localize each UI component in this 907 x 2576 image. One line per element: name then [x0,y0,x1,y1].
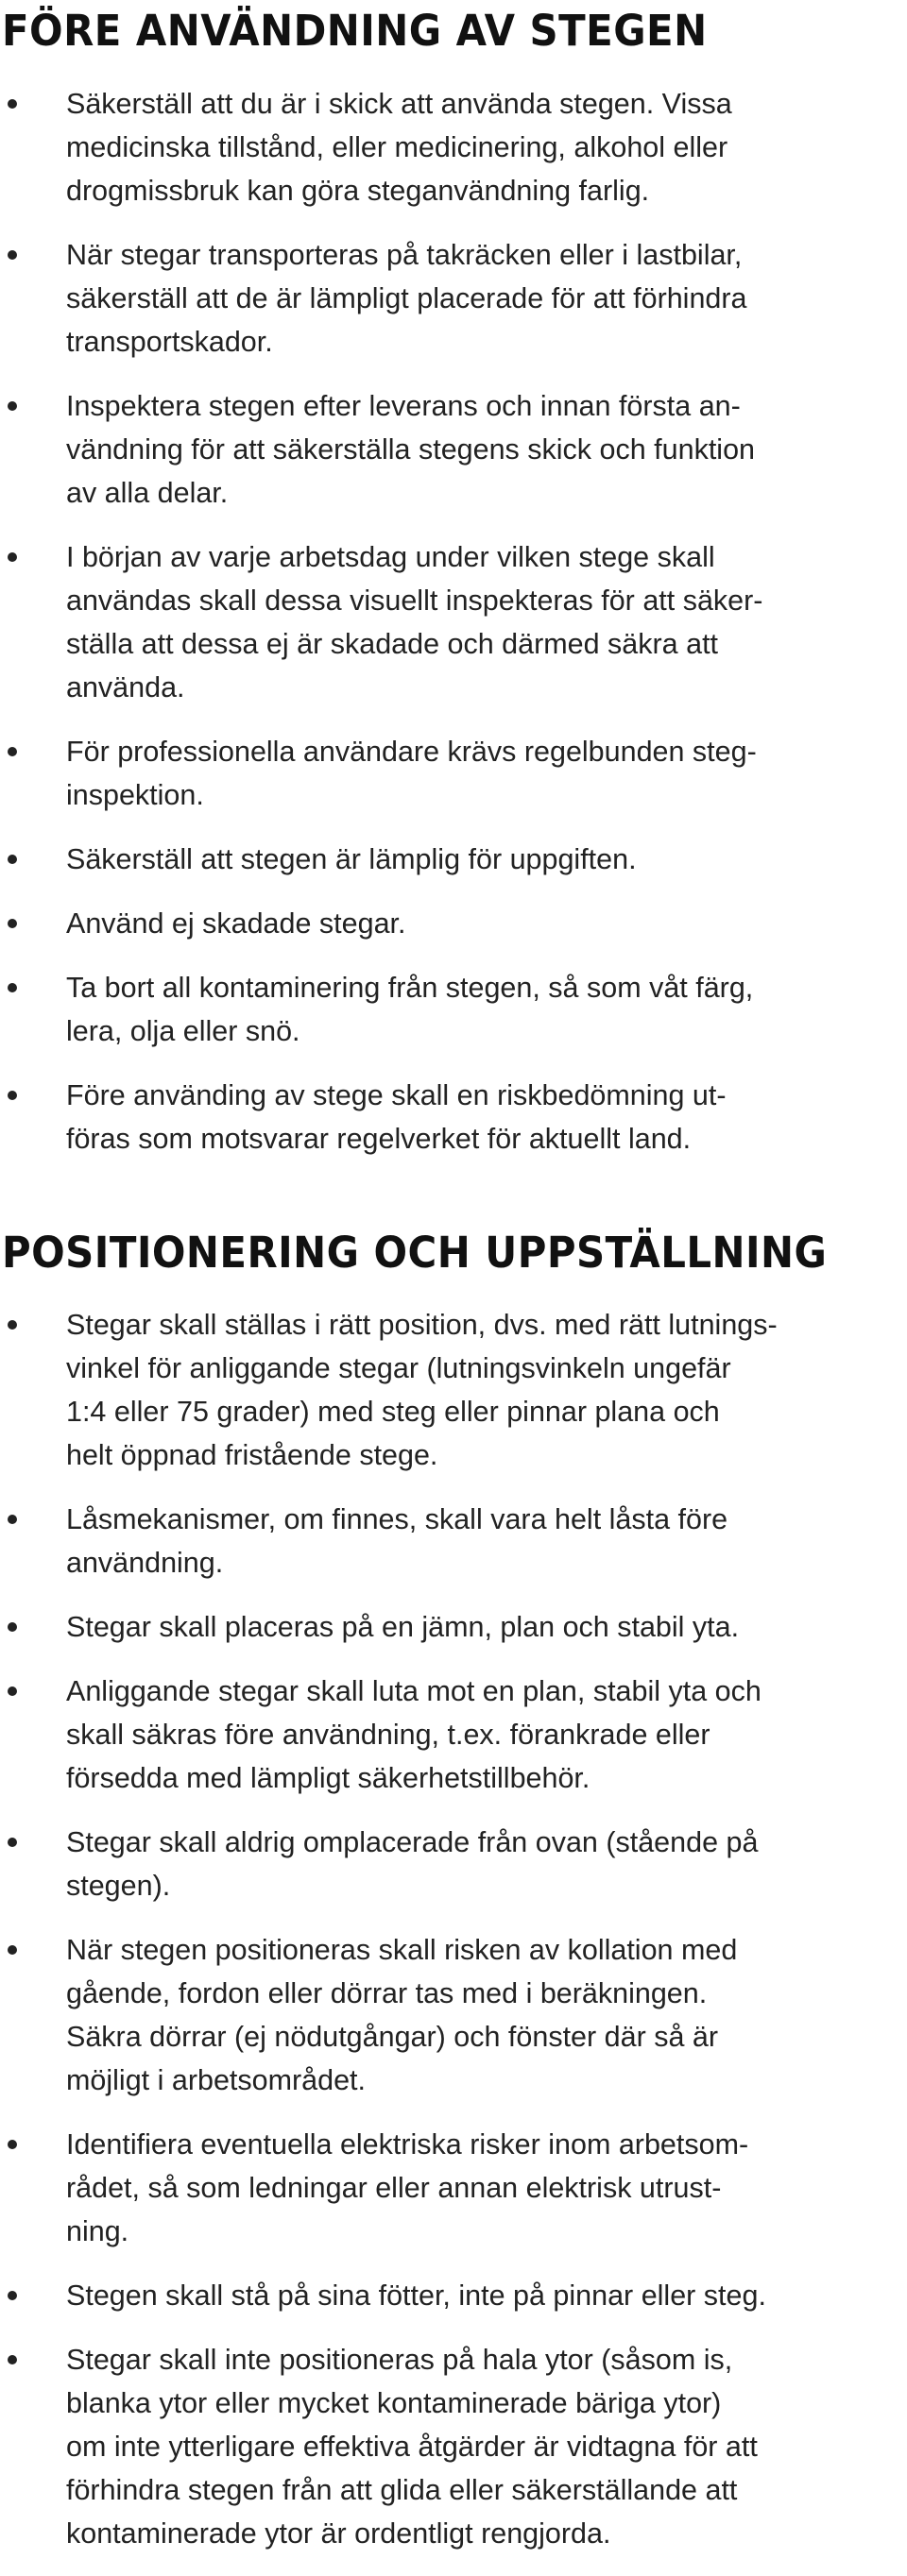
section-title-positioning: POSITIONERING OCH UPPSTÄLLNING [2,1228,828,1278]
list-item [0,902,907,945]
list-item [0,1074,907,1161]
bullet-icon [8,2140,17,2149]
list-item [0,2338,907,2555]
bullet-icon [8,1091,17,1100]
list-item [0,2274,907,2317]
list-item-text: För professionella användare krävs regelbunden steg- inspektion. [66,736,757,811]
list-item [0,1605,907,1649]
bullet-icon [8,747,17,756]
bullet-icon [8,1515,17,1524]
list-item [0,1498,907,1585]
list-item [0,838,907,881]
list-item-text: Anliggande stegar skall luta mot en plan, stabil yta och skall säkras före användning, t.ex. förankrade eller försedda med lämpligt säkerhetstillbehör. [66,1675,762,1794]
list-item-text: Identifiera eventuella elektriska risker inom arbetsom- rådet, så som ledningar eller annan elektrisk utrust- ning. [66,2128,749,2247]
bullet-icon [8,1838,17,1847]
before-use-list [0,82,907,1181]
list-item [0,1303,907,1477]
bullet-icon [8,983,17,992]
bullet-icon [8,250,17,260]
list-item [0,1669,907,1800]
bullet-icon [8,552,17,562]
bullet-icon [8,401,17,411]
list-item-text: Säkerställ att du är i skick att använda stegen. Vissa medicinska tillstånd, eller medicinering, alkohol eller drogmissbruk kan göra steganvändning farlig. [66,88,732,207]
list-item-text: Ta bort all kontaminering från stegen, så som våt färg, lera, olja eller snö. [66,972,754,1047]
list-item-text: I början av varje arbetsdag under vilken stege skall användas skall dessa visuellt inspekteras för att säker- ställa att dessa ej är skadade och därmed säkra att använda. [66,541,763,703]
list-item [0,2123,907,2253]
bullet-icon [8,1320,17,1330]
list-item-text: Stegar skall placeras på en jämn, plan och stabil yta. [66,1611,740,1643]
list-item-text: Stegar skall ställas i rätt position, dvs. med rätt lutnings- vinkel för anliggande stegar (lutningsvinkeln ungefär 1:4 eller 75 grader) med steg eller pinnar plana och helt öppnad fristående stege. [66,1309,778,1471]
list-item-text: När stegar transporteras på takräcken eller i lastbilar, säkerställ att de är lämpligt placerade för att förhindra transportskador. [66,239,747,358]
list-item-text: Stegar skall aldrig omplacerade från ovan (stående på stegen). [66,1826,759,1902]
list-item-text: Före använding av stege skall en riskbedömning ut- föras som motsvarar regelverket för aktuellt land. [66,1079,727,1155]
bullet-icon [8,919,17,928]
bullet-icon [8,99,17,109]
list-item-text: Stegar skall inte positioneras på hala ytor (såsom is, blanka ytor eller mycket kontaminerade bäriga ytor) om inte ytterligare effektiva åtgärder är vidtagna för att förhindra stegen från att glida eller säkerställande att kontaminerade ytor är ordentligt rengjorda. [66,2344,758,2550]
list-item [0,1928,907,2102]
bullet-icon [8,2355,17,2364]
list-item-text: Inspektera stegen efter leverans och innan första an- vändning för att säkerställa stegens skick och funktion av alla delar. [66,390,756,509]
bullet-icon [8,855,17,864]
list-item [0,730,907,817]
list-item [0,535,907,709]
bullet-icon [8,2291,17,2300]
list-item-text: Stegen skall stå på sina fötter, inte på pinnar eller steg. [66,2279,766,2312]
bullet-icon [8,1622,17,1632]
list-item-text: Låsmekanismer, om finnes, skall vara helt låsta före användning. [66,1503,728,1579]
list-item [0,233,907,364]
bullet-icon [8,1686,17,1696]
section-title-before-use: FÖRE ANVÄNDNING AV STEGEN [2,6,708,56]
list-item [0,82,907,212]
list-item-text: När stegen positioneras skall risken av kollation med gående, fordon eller dörrar tas med i beräkningen. Säkra dörrar (ej nödutgångar) och fönster där så är möjligt i arbetsområdet. [66,1934,738,2096]
list-item-text: Använd ej skadade stegar. [66,907,406,940]
list-item-text: Säkerställ att stegen är lämplig för uppgiften. [66,843,637,875]
list-item [0,384,907,515]
list-item [0,1821,907,1907]
positioning-list [0,1303,907,2576]
list-item [0,966,907,1053]
bullet-icon [8,1945,17,1955]
